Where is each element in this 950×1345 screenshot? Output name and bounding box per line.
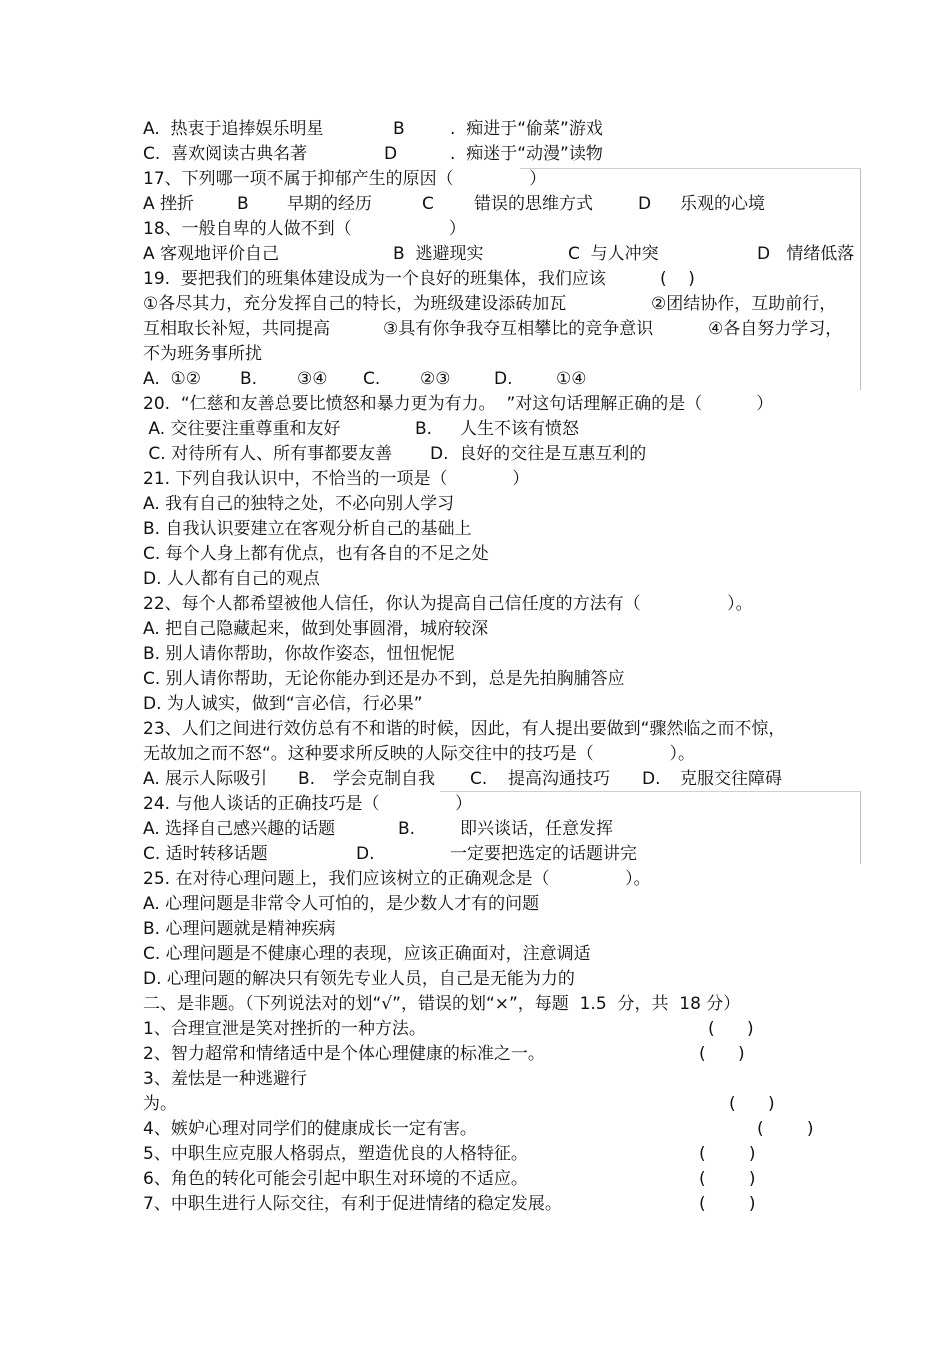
option-line: B.: [240, 369, 258, 389]
answer-blank: ( ): [660, 269, 695, 289]
option-line: 学会克制自我: [333, 769, 435, 789]
answer-blank: ( ): [757, 1119, 814, 1139]
option-line: A. 心理问题是非常令人可怕的，是少数人才有的问题: [143, 894, 540, 914]
option-line: D. 为人诚实，做到“言必信，行必果”: [143, 694, 423, 714]
answer-blank: ( ): [699, 1194, 756, 1214]
option-line: D 情绪低落: [757, 244, 855, 264]
option-line: C. 对待所有人、所有事都要友善: [143, 444, 393, 464]
option-line: 人生不该有愤怒: [460, 419, 579, 439]
judgement-item: 6、角色的转化可能会引起中职生对环境的不适应。: [143, 1169, 528, 1189]
option-line: ③④: [297, 369, 328, 389]
scan-border-top-2: [440, 791, 861, 792]
option-line: C: [422, 194, 434, 214]
option-line: A. 热衷于追捧娱乐明星: [143, 119, 324, 139]
option-line: A. 交往要注重尊重和友好: [143, 419, 341, 439]
option-line: B.: [415, 419, 433, 439]
option-line: A. ①②: [143, 369, 202, 389]
question-line: 22、每个人都希望被他人信任，你认为提高自己信任度的方法有（ ）。: [143, 594, 753, 614]
option-line: ②③: [420, 369, 451, 389]
option-line: D. 心理问题的解决只有领先专业人员，自己是无能为力的: [143, 969, 575, 989]
option-line: D: [638, 194, 652, 214]
section-heading: 二、是非题。（下列说法对的划“√”，错误的划“×”，每题 1.5 分，共 18 分）: [143, 994, 741, 1014]
question-line: 24. 与他人谈话的正确技巧是（ ）: [143, 794, 473, 814]
scan-border-top-1: [520, 168, 861, 169]
scan-border-right-1: [860, 168, 861, 390]
answer-blank: ( ): [699, 1044, 745, 1064]
question-line: ②团结协作，互助前行，: [651, 294, 837, 314]
option-line: 即兴谈话，任意发挥: [460, 819, 613, 839]
scan-border-right-2: [860, 792, 861, 864]
option-line: C. 每个人身上都有优点，也有各自的不足之处: [143, 544, 489, 564]
option-line: D. 人人都有自己的观点: [143, 569, 320, 589]
question-line: ①各尽其力，充分发挥自己的特长，为班级建设添砖加瓦: [143, 294, 567, 314]
question-line: 19. 要把我们的班集体建设成为一个良好的班集体，我们应该: [143, 269, 606, 289]
option-line: C. 适时转移话题: [143, 844, 268, 864]
question-line: 25. 在对待心理问题上，我们应该树立的正确观念是（ ）。: [143, 869, 651, 889]
option-line: A. 我有自己的独特之处，不必向别人学习: [143, 494, 455, 514]
option-line: B.: [298, 769, 316, 789]
question-line: ④各自努力学习，: [708, 319, 843, 339]
judgement-item: 4、嫉妒心理对同学们的健康成长一定有害。: [143, 1119, 477, 1139]
question-line: 21. 下列自我认识中，不恰当的一项是（ ）: [143, 469, 530, 489]
option-line: A. 选择自己感兴趣的话题: [143, 819, 336, 839]
option-line: B: [393, 119, 405, 139]
option-line: . 痴迷于“动漫”读物: [450, 144, 603, 164]
option-line: C. 别人请你帮助，无论你能办到还是办不到，总是先拍胸脯答应: [143, 669, 625, 689]
option-line: ①④: [556, 369, 587, 389]
option-line: C.: [363, 369, 381, 389]
option-line: 早期的经历: [287, 194, 372, 214]
option-line: D.: [494, 369, 513, 389]
question-line: 20. “仁慈和友善总要比愤怒和暴力更为有力。 ”对这句话理解正确的是（ ）: [143, 394, 774, 414]
judgement-item: 3、羞怯是一种逃避行: [143, 1069, 307, 1089]
option-line: A. 展示人际吸引: [143, 769, 268, 789]
question-line: 互相取长补短，共同提高: [143, 319, 330, 339]
option-line: C 与人冲突: [568, 244, 659, 264]
question-line: 不为班务事所扰: [143, 344, 262, 364]
option-line: D.: [356, 844, 375, 864]
option-line: B.: [398, 819, 416, 839]
option-line: C. 心理问题是不健康心理的表现，应该正确面对，注意调适: [143, 944, 591, 964]
judgement-item: 5、中职生应克服人格弱点，塑造优良的人格特征。: [143, 1144, 528, 1164]
judgement-item: 2、智力超常和情绪适中是个体心理健康的标准之一。: [143, 1044, 545, 1064]
question-line: ③具有你争我夺互相攀比的竞争意识: [383, 319, 654, 339]
option-line: B 逃避现实: [393, 244, 484, 264]
option-line: 一定要把选定的话题讲完: [450, 844, 637, 864]
question-line: 18、一般自卑的人做不到（ ）: [143, 219, 466, 239]
question-line: 无故加之而不怒“。这种要求所反映的人际交往中的技巧是（ ）。: [143, 744, 695, 764]
option-line: 乐观的心境: [680, 194, 765, 214]
option-line: . 痴进于“偷菜”游戏: [450, 119, 603, 139]
option-line: 提高沟通技巧: [508, 769, 610, 789]
option-line: B. 自我认识要建立在客观分析自己的基础上: [143, 519, 472, 539]
option-line: B: [237, 194, 249, 214]
option-line: B. 别人请你帮助，你故作姿态，忸忸怩怩: [143, 644, 455, 664]
judgement-item: 1、合理宣泄是笑对挫折的一种方法。: [143, 1019, 426, 1039]
option-line: A 挫折: [143, 194, 195, 214]
option-line: C.: [470, 769, 488, 789]
question-line: 17、下列哪一项不属于抑郁产生的原因（ ）: [143, 169, 547, 189]
option-line: C. 喜欢阅读古典名著: [143, 144, 308, 164]
judgement-item: 7、中职生进行人际交往，有利于促进情绪的稳定发展。: [143, 1194, 562, 1214]
option-line: 克服交往障碍: [680, 769, 782, 789]
option-line: A 客观地评价自己: [143, 244, 280, 264]
option-line: D.: [642, 769, 661, 789]
answer-blank: ( ): [708, 1019, 754, 1039]
option-line: A. 把自己隐藏起来，做到处事圆滑，城府较深: [143, 619, 489, 639]
option-line: 错误的思维方式: [474, 194, 593, 214]
option-line: D: [384, 144, 398, 164]
option-line: D. 良好的交往是互惠互利的: [430, 444, 647, 464]
answer-blank: ( ): [699, 1169, 756, 1189]
option-line: B. 心理问题就是精神疾病: [143, 919, 336, 939]
answer-blank: ( ): [699, 1144, 756, 1164]
answer-blank: ( ): [729, 1094, 775, 1114]
question-line: 23、人们之间进行效仿总有不和谐的时候，因此，有人提出要做到“骤然临之而不惊，: [143, 719, 786, 739]
judgement-item: 为。: [143, 1094, 177, 1114]
